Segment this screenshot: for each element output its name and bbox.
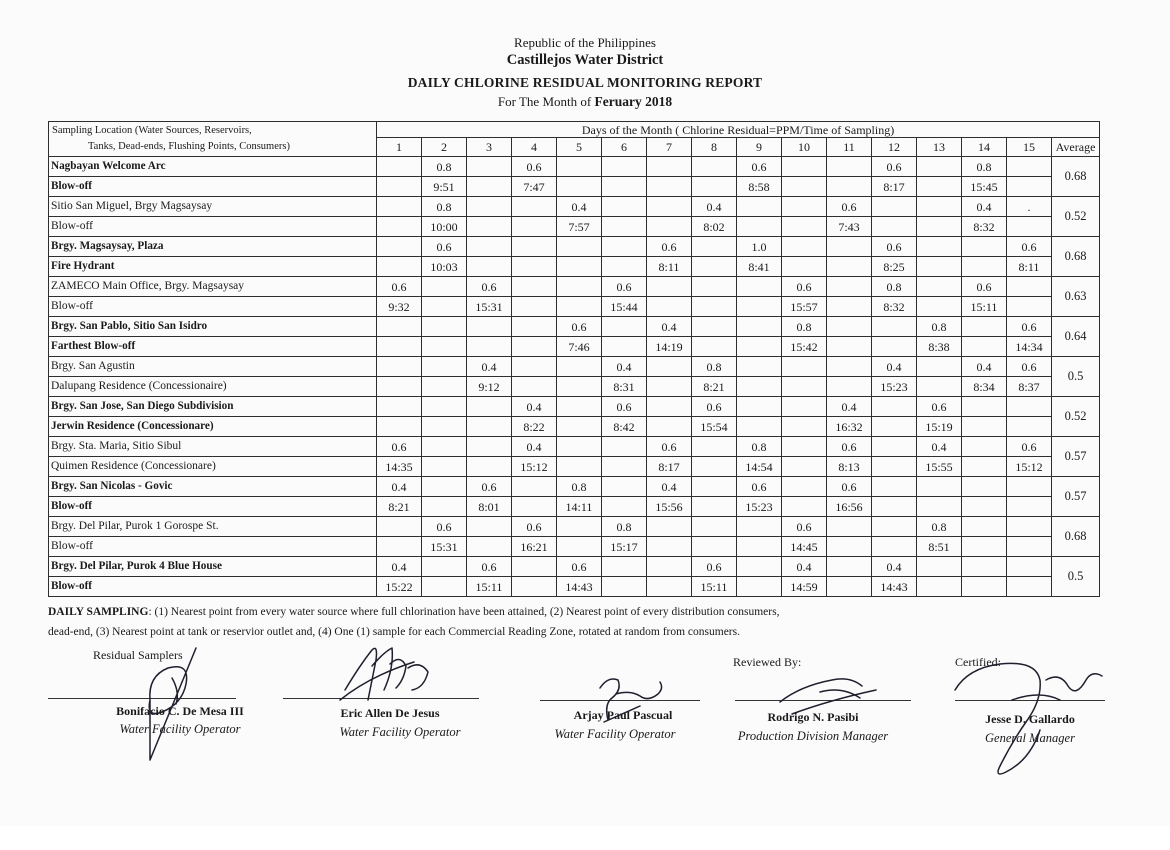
ppm-cell: 0.6 [782,517,827,537]
time-cell: 8:25 [872,257,917,277]
ppm-cell: 0.8 [692,357,737,377]
location-header-line1: Sampling Location (Water Sources, Reservoirs, [52,124,252,136]
location-sampling-point: Quimen Residence (Concessionare) [49,457,377,477]
ppm-cell: 0.4 [962,357,1007,377]
ppm-cell: 1.0 [737,237,782,257]
time-cell: 15:12 [1007,457,1052,477]
location-name: Brgy. Del Pilar, Purok 1 Gorospe St. [49,517,377,537]
location-name: ZAMECO Main Office, Brgy. Magsaysay [49,277,377,297]
ppm-cell: 0.8 [917,517,962,537]
day-2-header: 2 [422,138,467,157]
ppm-cell: 0.4 [512,437,557,457]
time-cell: 8:32 [962,217,1007,237]
time-cell: 15:11 [692,577,737,597]
day-9-header: 9 [737,138,782,157]
ppm-cell: 0.6 [872,237,917,257]
ppm-cell: 0.4 [377,557,422,577]
location-sampling-point: Jerwin Residence (Concessionare) [49,417,377,437]
time-cell: 14:45 [782,537,827,557]
time-cell: 8:21 [377,497,422,517]
ppm-cell: 0.8 [557,477,602,497]
ppm-cell: 0.6 [737,477,782,497]
ppm-cell: 0.4 [827,397,872,417]
ppm-cell: 0.6 [467,477,512,497]
time-cell: 14:43 [557,577,602,597]
time-cell: 8:11 [1007,257,1052,277]
time-cell: 7:43 [827,217,872,237]
day-6-header: 6 [602,138,647,157]
time-cell: 14:34 [1007,337,1052,357]
time-cell: 8:41 [737,257,782,277]
ppm-cell: 0.6 [422,517,467,537]
ppm-cell: 0.6 [1007,317,1052,337]
ppm-cell: 0.4 [512,397,557,417]
time-cell: 8:11 [647,257,692,277]
sampling-notes-text1: : (1) Nearest point from every water source where full chlorination have been attained, (2) Nearest point of every distribution consumers, [148,606,780,618]
ppm-cell: 0.4 [467,357,512,377]
time-cell: 8:01 [467,497,512,517]
day-7-header: 7 [647,138,692,157]
location-name: Brgy. San Jose, San Diego Subdivision [49,397,377,417]
report-title: DAILY CHLORINE RESIDUAL MONITORING REPORT [407,75,763,90]
time-cell: 15:45 [962,177,1007,197]
sampling-notes-line2: dead-end, (3) Nearest point at tank or reservior outlet and, (4) One (1) sample for each Commercial Reading Zone, rotated at random from consumers. [48,626,740,638]
ppm-cell: 0.6 [647,437,692,457]
signer-name-1: Bonifacio C. De Mesa III [116,704,244,718]
location-name: Nagbayan Welcome Arc [49,157,377,177]
signer-title-3: Water Facility Operator [554,727,676,741]
ppm-cell: 0.8 [422,157,467,177]
location-name: Brgy. Del Pilar, Purok 4 Blue House [49,557,377,577]
residual-samplers-label: Residual Samplers [93,648,183,662]
average-cell: 0.64 [1052,317,1100,357]
time-cell: 15:31 [467,297,512,317]
ppm-cell: 0.4 [962,197,1007,217]
average-cell: 0.52 [1052,397,1100,437]
ppm-cell: 0.6 [1007,357,1052,377]
time-cell: 7:46 [557,337,602,357]
time-cell: 15:31 [422,537,467,557]
time-cell: 9:32 [377,297,422,317]
time-cell: 14:11 [557,497,602,517]
location-name: Brgy. San Agustin [49,357,377,377]
time-cell: 8:34 [962,377,1007,397]
day-4-header: 4 [512,138,557,157]
ppm-cell: 0.6 [377,437,422,457]
ppm-cell: 0.4 [917,437,962,457]
location-name: Brgy. San Nicolas - Govic [49,477,377,497]
ppm-cell: 0.4 [377,477,422,497]
time-cell: 15:42 [782,337,827,357]
day-15-header: 15 [1007,138,1052,157]
time-cell: 15:11 [962,297,1007,317]
ppm-cell: 0.6 [512,517,557,537]
time-cell: 15:44 [602,297,647,317]
ppm-cell: 0.8 [737,437,782,457]
ppm-cell: 0.6 [827,437,872,457]
time-cell: 15:23 [737,497,782,517]
ppm-cell: 0.8 [872,277,917,297]
day-8-header: 8 [692,138,737,157]
location-name: Brgy. Sta. Maria, Sitio Sibul [49,437,377,457]
ppm-cell: 0.4 [647,477,692,497]
time-cell: 14:35 [377,457,422,477]
ppm-cell: 0.6 [557,317,602,337]
ppm-cell: 0.6 [692,557,737,577]
time-cell: 8:22 [512,417,557,437]
average-cell: 0.57 [1052,437,1100,477]
ppm-cell: 0.4 [692,197,737,217]
signature-scribble-3 [600,679,662,722]
ppm-cell: 0.6 [557,557,602,577]
time-cell: 16:32 [827,417,872,437]
signer-title-1: Water Facility Operator [119,722,241,736]
time-cell: 8:17 [872,177,917,197]
signer-name-2: Eric Allen De Jesus [340,706,440,720]
ppm-cell: 0.8 [917,317,962,337]
location-sampling-point: Fire Hydrant [49,257,377,277]
location-sampling-point: Blow-off [49,217,377,237]
ppm-cell: 0.6 [872,157,917,177]
ppm-cell: 0.6 [827,197,872,217]
average-cell: 0.57 [1052,477,1100,517]
time-cell: 10:00 [422,217,467,237]
header-republic: Republic of the Philippines [514,35,656,50]
reviewed-by-label: Reviewed By: [733,655,802,669]
signature-scribble-4 [780,679,876,714]
day-5-header: 5 [557,138,602,157]
average-cell: 0.5 [1052,557,1100,597]
time-cell: 15:19 [917,417,962,437]
time-cell: 14:54 [737,457,782,477]
average-cell: 0.68 [1052,517,1100,557]
day-14-header: 14 [962,138,1007,157]
time-cell: 8:17 [647,457,692,477]
ppm-cell: 0.6 [467,277,512,297]
report-period-prefix: For The Month of [497,94,595,109]
header-district-name: Castillejos Water District [506,52,664,68]
location-sampling-point: Blow-off [49,497,377,517]
ppm-cell: 0.6 [512,157,557,177]
time-cell: 15:55 [917,457,962,477]
signature-scribble-1 [149,648,196,760]
location-sampling-point: Farthest Blow-off [49,337,377,357]
time-cell: 14:59 [782,577,827,597]
certified-label: Certified: [955,655,1001,669]
ppm-cell: 0.6 [737,157,782,177]
ppm-cell: 0.6 [647,237,692,257]
time-cell: 16:21 [512,537,557,557]
time-cell: 8:37 [1007,377,1052,397]
ppm-cell: 0.6 [827,477,872,497]
ppm-cell: 0.4 [872,557,917,577]
day-10-header: 10 [782,138,827,157]
location-sampling-point: Dalupang Residence (Concessionaire) [49,377,377,397]
average-cell: 0.68 [1052,157,1100,197]
ppm-cell: 0.6 [422,237,467,257]
signer-name-5: Jesse D. Gallardo [985,712,1075,726]
time-cell: 14:43 [872,577,917,597]
ppm-cell: 0.6 [1007,437,1052,457]
time-cell: 8:13 [827,457,872,477]
time-cell: 14:19 [647,337,692,357]
days-of-month-header: Days of the Month ( Chlorine Residual=PPM/Time of Sampling) [377,122,1100,138]
ppm-cell: 0.8 [782,317,827,337]
ppm-cell: 0.8 [962,157,1007,177]
signer-title-2: Water Facility Operator [339,725,461,739]
day-11-header: 11 [827,138,872,157]
average-cell: 0.68 [1052,237,1100,277]
location-name: Brgy. San Pablo, Sitio San Isidro [49,317,377,337]
ppm-cell: 0.4 [647,317,692,337]
ppm-cell: . [1007,197,1052,217]
signature-scribble-2 [340,648,428,700]
time-cell: 8:38 [917,337,962,357]
signer-name-4: Rodrigo N. Pasibi [767,710,859,724]
location-sampling-point: Blow-off [49,577,377,597]
time-cell: 15:22 [377,577,422,597]
average-column-header: Average [1052,138,1100,157]
signer-title-4: Production Division Manager [737,729,889,743]
ppm-cell: 0.6 [467,557,512,577]
time-cell: 15:17 [602,537,647,557]
time-cell: 15:12 [512,457,557,477]
time-cell: 8:31 [602,377,647,397]
day-3-header: 3 [467,138,512,157]
signature-scribble-5 [955,663,1102,774]
sampling-notes-label: DAILY SAMPLING [48,606,149,618]
day-1-header: 1 [377,138,422,157]
ppm-cell: 0.6 [1007,237,1052,257]
time-cell: 9:51 [422,177,467,197]
ppm-cell: 0.4 [557,197,602,217]
day-12-header: 12 [872,138,917,157]
ppm-cell: 0.4 [602,357,647,377]
location-sampling-point: Blow-off [49,177,377,197]
ppm-cell: 0.4 [782,557,827,577]
location-name: Brgy. Magsaysay, Plaza [49,237,377,257]
signer-name-3: Arjay Paul Pascual [573,708,673,722]
time-cell: 15:57 [782,297,827,317]
time-cell: 8:21 [692,377,737,397]
time-cell: 16:56 [827,497,872,517]
ppm-cell: 0.6 [602,277,647,297]
average-cell: 0.5 [1052,357,1100,397]
average-cell: 0.52 [1052,197,1100,237]
ppm-cell: 0.6 [782,277,827,297]
ppm-cell: 0.4 [872,357,917,377]
time-cell: 8:51 [917,537,962,557]
location-sampling-point: Blow-off [49,297,377,317]
report-period-month: Feruary 2018 [594,94,673,109]
time-cell: 10:03 [422,257,467,277]
ppm-cell: 0.6 [377,277,422,297]
ppm-cell: 0.6 [602,397,647,417]
time-cell: 8:02 [692,217,737,237]
time-cell: 9:12 [467,377,512,397]
location-sampling-point: Blow-off [49,537,377,557]
time-cell: 15:23 [872,377,917,397]
location-name: Sitio San Miguel, Brgy Magsaysay [49,197,377,217]
ppm-cell: 0.6 [917,397,962,417]
time-cell: 15:54 [692,417,737,437]
time-cell: 15:11 [467,577,512,597]
time-cell: 7:47 [512,177,557,197]
signer-title-5: General Manager [985,731,1075,745]
ppm-cell: 0.8 [602,517,647,537]
time-cell: 7:57 [557,217,602,237]
time-cell: 15:56 [647,497,692,517]
time-cell: 8:58 [737,177,782,197]
time-cell: 8:32 [872,297,917,317]
ppm-cell: 0.8 [422,197,467,217]
ppm-cell: 0.6 [962,277,1007,297]
location-header-line2: Tanks, Dead-ends, Flushing Points, Consumers) [88,141,290,152]
time-cell: 8:42 [602,417,647,437]
day-13-header: 13 [917,138,962,157]
average-cell: 0.63 [1052,277,1100,317]
ppm-cell: 0.6 [692,397,737,417]
